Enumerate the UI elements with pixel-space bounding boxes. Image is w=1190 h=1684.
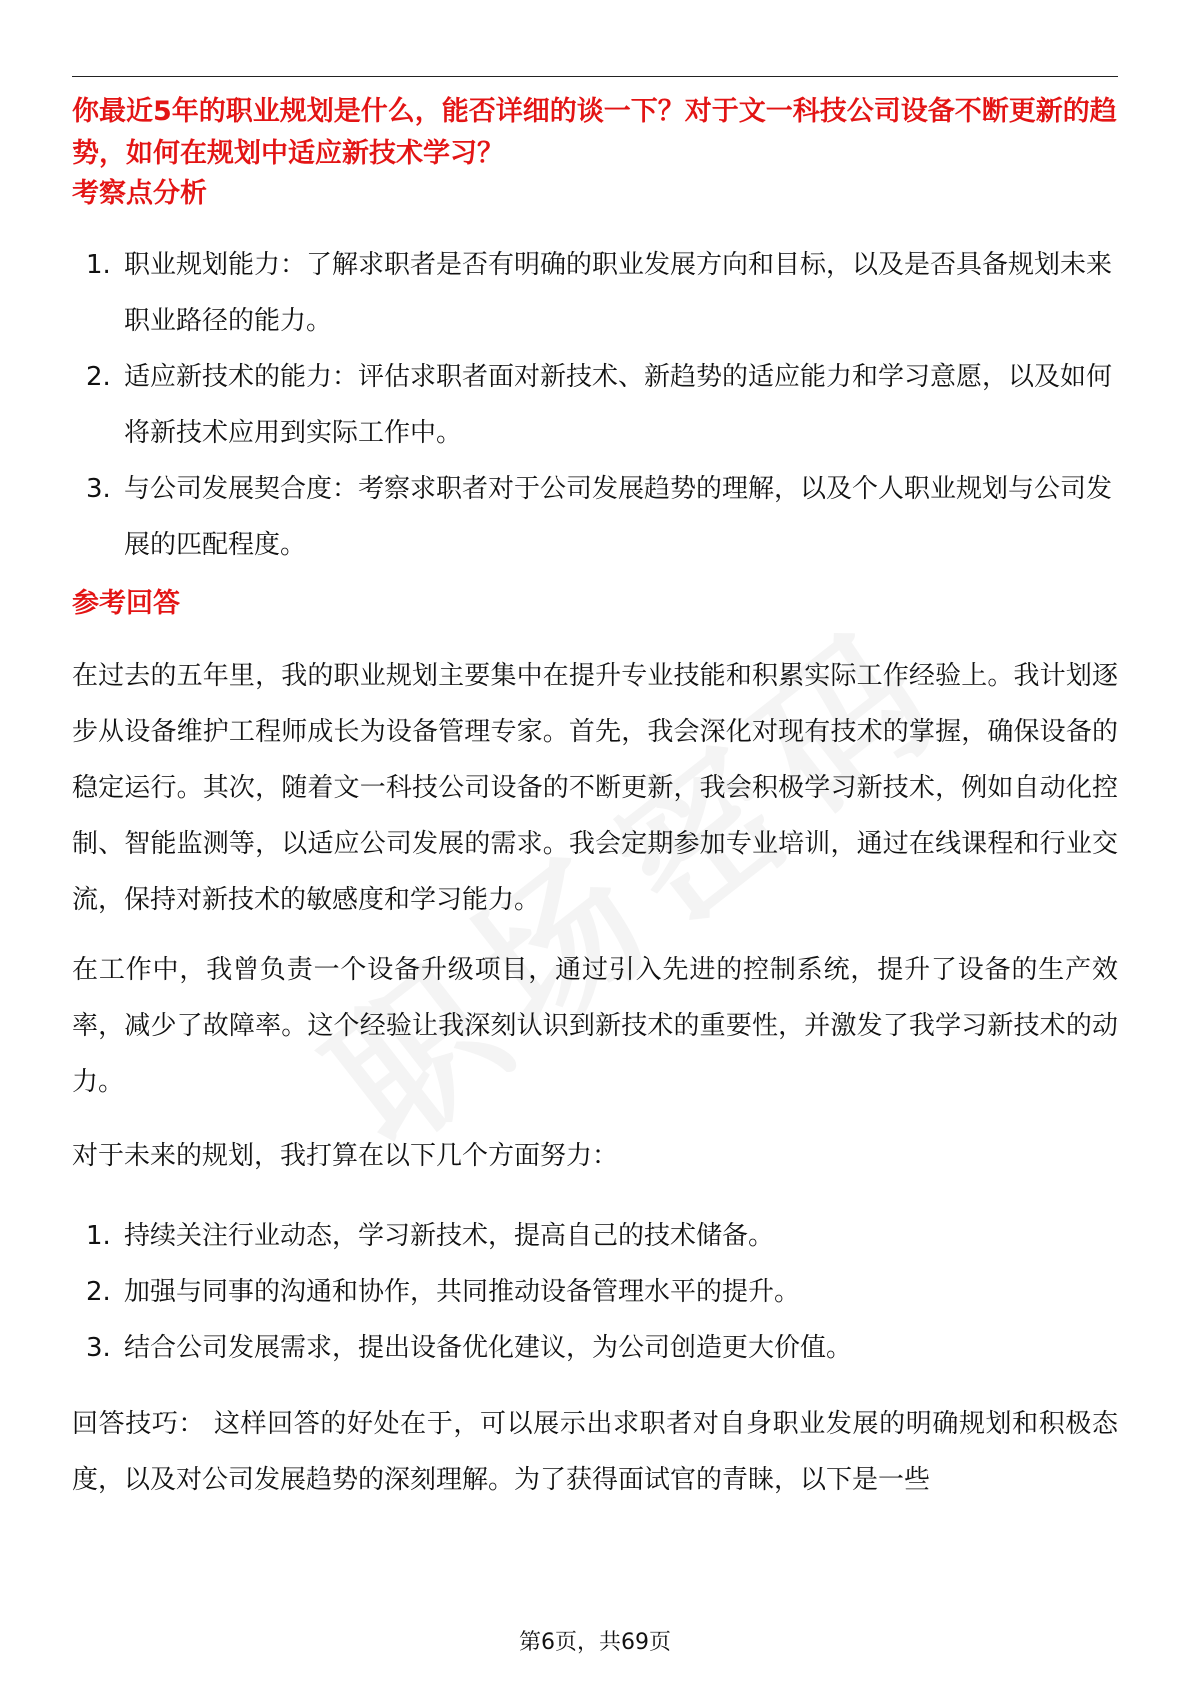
list-number: 1. xyxy=(86,250,111,280)
list-text: 加强与同事的沟通和协作，共同推动设备管理水平的提升。 xyxy=(124,1277,801,1307)
list-text: 与公司发展契合度：考察求职者对于公司发展趋势的理解，以及个人职业规划与公司发展的匹配程度。 xyxy=(124,474,1113,560)
list-item xyxy=(72,1320,1118,1376)
answer-paragraph-1: 在过去的五年里，我的职业规划主要集中在提升专业技能和积累实际工作经验上。我计划逐步从设备维护工程师成长为设备管理专家。首先，我会深化对现有技术的掌握，确保设备的稳定运行。其次，随着文一科技公司设备的不断更新，我会积极学习新技术，例如自动化控制、智能监测等，以适应公司发展的需求。我会定期参加专业培训，通过在线课程和行业交流，保持对新技术的敏感度和学习能力。 xyxy=(72,661,1118,915)
question-heading: 你最近5年的职业规划是什么，能否详细的谈一下？对于文一科技公司设备不断更新的趋势，如何在规划中适应新技术学习？ xyxy=(72,96,1117,169)
document-page xyxy=(72,0,1118,1684)
list-item xyxy=(72,349,1118,461)
list-item xyxy=(72,461,1118,573)
list-number: 2. xyxy=(86,362,111,392)
list-number: 1. xyxy=(86,1221,111,1251)
list-text: 职业规划能力：了解求职者是否有明确的职业发展方向和目标，以及是否具备规划未来职业路径的能力。 xyxy=(124,250,1113,336)
page-number: 第6页，共69页 xyxy=(519,1630,671,1655)
list-text: 结合公司发展需求，提出设备优化建议，为公司创造更大价值。 xyxy=(124,1333,853,1363)
analysis-title: 考察点分析 xyxy=(72,178,207,209)
list-text: 适应新技术的能力：评估求职者面对新技术、新趋势的适应能力和学习意愿，以及如何将新技术应用到实际工作中。 xyxy=(124,362,1113,448)
answer-title: 参考回答 xyxy=(72,588,180,619)
plan-list xyxy=(72,1208,1118,1376)
answer-paragraph-3: 对于未来的规划，我打算在以下几个方面努力： xyxy=(72,1141,619,1171)
answer-paragraph-2: 在工作中，我曾负责一个设备升级项目，通过引入先进的控制系统，提升了设备的生产效率，减少了故障率。这个经验让我深刻认识到新技术的重要性，并激发了我学习新技术的动力。 xyxy=(72,955,1118,1097)
list-number: 2. xyxy=(86,1277,111,1307)
top-divider xyxy=(72,76,1118,77)
analysis-list xyxy=(72,237,1118,573)
list-text: 持续关注行业动态，学习新技术，提高自己的技术储备。 xyxy=(124,1221,775,1251)
list-item xyxy=(72,1208,1118,1264)
answer-tips: 回答技巧： 这样回答的好处在于，可以展示出求职者对自身职业发展的明确规划和积极态度，以及对公司发展趋势的深刻理解。为了获得面试官的青睐，以下是一些 xyxy=(72,1409,1118,1495)
list-item xyxy=(72,237,1118,349)
list-number: 3. xyxy=(86,474,111,504)
list-item xyxy=(72,1264,1118,1320)
list-number: 3. xyxy=(86,1333,111,1363)
